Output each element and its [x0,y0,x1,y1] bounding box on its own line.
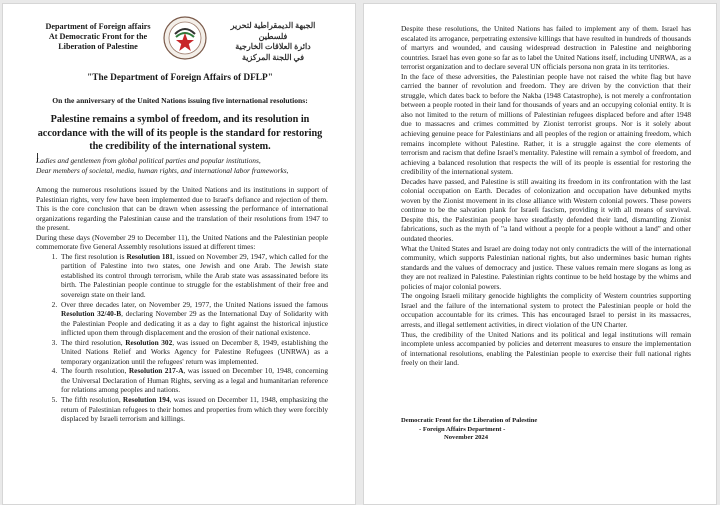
resolution-name: Resolution 217-A [128,366,184,376]
right-body [401,24,691,368]
resolution-name: Resolution 32/40-B [61,309,122,319]
header-ar-line: دائرة العلاقات الخارجية [235,42,311,51]
greeting-line: Ladies and gentlemen from global political parties and popular institutions, [36,156,261,165]
paragraph: The ongoing Israeli military genocide highlights the complicity of Western countries supporting Israel and the failure of the international system to protect the Palestinian people or hold the occupation accountable for its crimes. This has encouraged Israel to persist in its massacres, arrests, and illegal settlement activities, in direct violation of the UN Charter. [401,291,691,329]
header-ar-line: الجبهة الديمقراطية لتحرير فلسطين [230,21,316,41]
resolution-text: The fourth resolution, [61,366,129,376]
document-page-left [2,3,356,505]
signature-line: Democratic Front for the Liberation of Palestine [401,417,538,424]
resolution-text: The fifth resolution, [61,395,123,405]
resolution-item [59,300,328,338]
resolution-item [59,252,328,300]
greeting-line: Dear members of societal, media, human rights, and international labor frameworks, [36,165,289,175]
paragraph: In the face of these adversities, the Palestinian people have not raised the white flag but have carried the banner of revolution and freedom. They are driven by the conviction that their struggle, which dates back to before the Nakba (1948 Catastrophe), is not merely a confrontation between a people rooted in their land for thousands of years and an occupying colonial entity. It is also not limited to the return of millions of Palestinian refugees displaced before and after 1948 due to massacres and crimes committed by Zionist terrorist groups. Nor is it solely about achieving genuine peace for Palestinians and all peoples of the region or attaining freedom, which remains incomplete without Palestine. Rather, it is a struggle against the core elements of terrorism and racism that define Israel's mentality. Palestine will remain a symbol of freedom, and achieving a balanced resolution that respects the will of its people is essential for restoring the credibility of the international system. [401,71,691,177]
resolution-text: , declaring November 29 as the International Day of Solidarity with the Palestinian People and dedicating it as a day to fight against the historical injustice inflicted upon them through displacement and the erosion of their national existence. [61,309,328,338]
header-en-line: At Democratic Front for the [48,32,148,41]
resolutions-list [36,252,328,424]
resolution-text: , was issued on December 11, 1948, emphasizing the return of Palestinian refugees to their homes and properties from which they were forcibly displaced by Israeli terrorism and killings. [61,395,329,424]
resolution-name: Resolution 181 [126,251,173,261]
resolution-item [59,395,328,424]
resolution-name: Resolution 302 [125,337,173,347]
resolution-name: Resolution 194 [122,395,170,405]
resolution-text: Over three decades later, on November 29, 1977, the United Nations issued the famous [61,299,328,309]
paragraph: During these days (November 29 to December 11), the United Nations and the Palestinian people commemorate five General Assembly resolutions issued at different times: [36,232,328,252]
signature-block [401,417,601,443]
header-english [33,22,163,52]
signature-line: - Foreign Affairs Department - [419,425,506,433]
resolution-text: The third resolution, [61,337,126,347]
header-arabic [221,21,325,63]
header-en-line: Liberation of Palestine [58,42,138,51]
dflp-logo-icon [163,16,207,60]
document-title: "The Department of Foreign Affairs of DFLP" [87,73,273,83]
signature-line: November 2024 [444,434,489,442]
resolution-item [59,338,328,367]
resolution-text: , was issued on December 10, 1948, concerning the Universal Declaration of Human Rights, serving as a legal and humanitarian reference for relations among peoples and nations. [61,366,328,395]
resolution-text: The first resolution is [61,251,127,261]
paragraph: Thus, the credibility of the United Nations and its political and legal institutions will remain incomplete unless accompanied by policies and deterrent measures to ensure the implementation of international resolutions, enabling the Palestinian people to exercise their full national rights freely on their land. [401,329,691,368]
greetings [36,156,336,176]
paragraph: Decades have passed, and Palestine is still awaiting its freedom in its confrontation with the last colonial occupation on Earth. Decades of colonization and occupation have debunked myths woven by the Zionist movement in its close alliance with Western colonial powers. These powers continue to be the salvation plank for Israeli fascism, providing it with all means of survival. Despite this, the Palestinian people have steadfastly defended their land, dismantling Zionist fabrications, such as the myth of "a land without a people for a people without a land" and other outdated theories. [401,176,691,244]
document-subtitle: On the anniversary of the United Nations issuing five international resolutions: [52,96,308,105]
resolution-item [59,366,328,395]
paragraph: Despite these resolutions, the United Nations has failed to implement any of them. Israel has escalated its arrogance, perpetrating extensive killings that have resulted in hundreds of thousands of martyrs and wounded, and causing widespread destruction in Palestine and neighboring countries. Israel has even gone so far as to label the United Nations itself, including UNRWA, as a terrorist organization and to declare several UN officials persona non grata in its territories. [401,24,691,72]
header-en-line: Department of Foreign affairs [45,22,151,31]
paragraph: Among the numerous resolutions issued by the United Nations and its institutions in support of Palestinian rights, very few have been implemented due to Israel's defiance and rejection of them. This is the core conclusion that can be drawn when assessing the performance of international organizations regarding the Palestinian cause and the translation of their resolutions from 1947 to the present. [36,185,328,233]
header-ar-line: في اللجنة المركزية [241,52,305,62]
document-headline: Palestine remains a symbol of freedom, and its resolution in accordance with the will of its people is the standard for restoring the credibility of the international system. [37,114,323,152]
resolution-text: , was issued on December 8, 1949, establishing the United Nations Relief and Works Agency for Palestine Refugees (UNRWA) as a temporary organization until the refugees' return was implemented. [61,337,328,366]
paragraph: What the United States and Israel are doing today not only contradicts the will of the international community, which supports Palestinian national rights, but also undermines basic human rights standards and the values of democracy and justice. These values remain mere slogans as long as they are not realized in Palestine. Palestinian rights continue to be held hostage by the whims and policies of major colonial powers. [401,243,691,291]
left-body [36,185,328,424]
document-page-right [363,3,717,505]
resolution-text: , issued on November 29, 1947, which called for the partition of Palestine into two states, one Jewish and one Arab. The Jewish state established its control through terrorism, while the Arab state was assassinated before its birth. The Palestinian people continue to struggle for the establishment of their free and sovereign state on their land. [61,251,329,300]
